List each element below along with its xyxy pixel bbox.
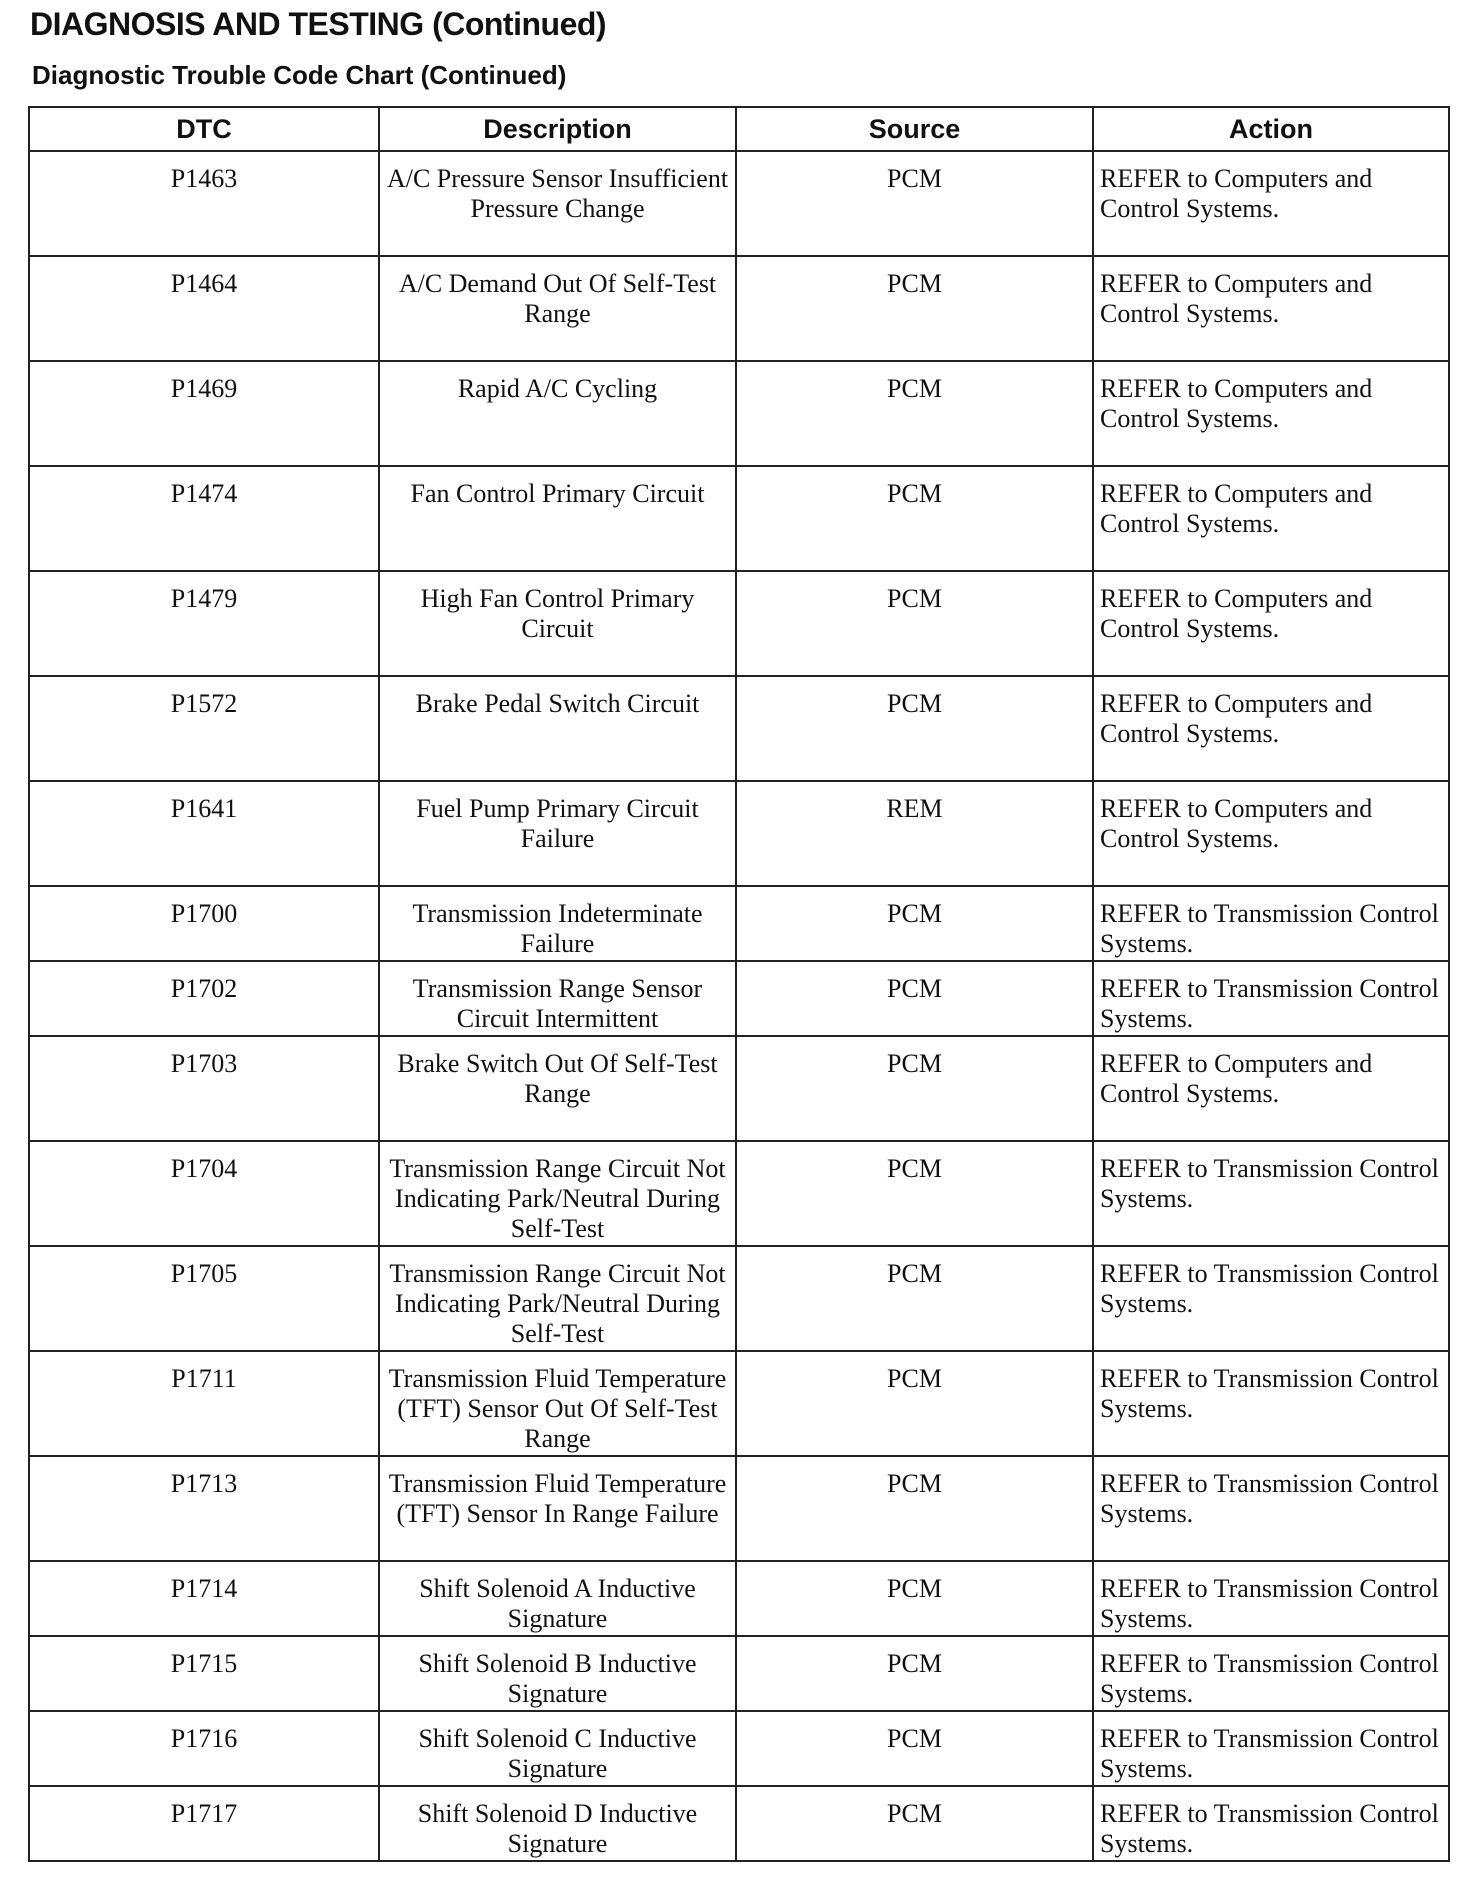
source-cell: PCM [736, 676, 1093, 781]
table-row [29, 1636, 1449, 1711]
dtc-cell: P1474 [29, 466, 379, 571]
description-cell: Shift Solenoid C Inductive Signature [379, 1711, 736, 1786]
action-cell: REFER to Computers and Control Systems. [1093, 466, 1449, 571]
description-cell: Brake Switch Out Of Self-Test Range [379, 1036, 736, 1141]
table-row [29, 1036, 1449, 1141]
action-cell: REFER to Transmission Control Systems. [1093, 1246, 1449, 1351]
source-cell: PCM [736, 1561, 1093, 1636]
page-title: DIAGNOSIS AND TESTING (Continued) [30, 6, 607, 42]
description-cell: Transmission Range Sensor Circuit Intermittent [379, 961, 736, 1036]
source-cell: PCM [736, 151, 1093, 256]
dtc-cell: P1464 [29, 256, 379, 361]
table-row [29, 1351, 1449, 1456]
description-cell: Fuel Pump Primary Circuit Failure [379, 781, 736, 886]
description-cell: Brake Pedal Switch Circuit [379, 676, 736, 781]
source-cell: PCM [736, 961, 1093, 1036]
description-cell: A/C Demand Out Of Self-Test Range [379, 256, 736, 361]
action-cell: REFER to Transmission Control Systems. [1093, 1786, 1449, 1861]
dtc-cell: P1716 [29, 1711, 379, 1786]
description-cell: Fan Control Primary Circuit [379, 466, 736, 571]
dtc-cell: P1463 [29, 151, 379, 256]
table-row [29, 1561, 1449, 1636]
description-cell: Shift Solenoid A Inductive Signature [379, 1561, 736, 1636]
dtc-table [28, 106, 1450, 1862]
table-row [29, 571, 1449, 676]
source-cell: PCM [736, 466, 1093, 571]
column-header-description: Description [379, 107, 736, 151]
dtc-cell: P1713 [29, 1456, 379, 1561]
source-cell: PCM [736, 886, 1093, 961]
source-cell: PCM [736, 361, 1093, 466]
table-row [29, 1141, 1449, 1246]
description-cell: Transmission Fluid Temperature (TFT) Sensor Out Of Self-Test Range [379, 1351, 736, 1456]
table-row [29, 361, 1449, 466]
table-row [29, 466, 1449, 571]
description-cell: High Fan Control Primary Circuit [379, 571, 736, 676]
action-cell: REFER to Computers and Control Systems. [1093, 361, 1449, 466]
dtc-cell: P1700 [29, 886, 379, 961]
table-row [29, 1786, 1449, 1861]
dtc-cell: P1717 [29, 1786, 379, 1861]
source-cell: PCM [736, 1636, 1093, 1711]
source-cell: PCM [736, 1351, 1093, 1456]
description-cell: Shift Solenoid D Inductive Signature [379, 1786, 736, 1861]
description-cell: Transmission Fluid Temperature (TFT) Sensor In Range Failure [379, 1456, 736, 1561]
column-header-source: Source [736, 107, 1093, 151]
source-cell: PCM [736, 1456, 1093, 1561]
dtc-cell: P1469 [29, 361, 379, 466]
table-row [29, 1711, 1449, 1786]
source-cell: PCM [736, 1246, 1093, 1351]
action-cell: REFER to Transmission Control Systems. [1093, 1456, 1449, 1561]
action-cell: REFER to Computers and Control Systems. [1093, 676, 1449, 781]
table-row [29, 781, 1449, 886]
action-cell: REFER to Computers and Control Systems. [1093, 256, 1449, 361]
description-cell: Shift Solenoid B Inductive Signature [379, 1636, 736, 1711]
dtc-cell: P1703 [29, 1036, 379, 1141]
table-header-row [29, 107, 1449, 151]
dtc-cell: P1714 [29, 1561, 379, 1636]
table-row [29, 1456, 1449, 1561]
dtc-cell: P1572 [29, 676, 379, 781]
description-cell: Transmission Range Circuit Not Indicating Park/Neutral During Self-Test [379, 1246, 736, 1351]
column-header-dtc: DTC [29, 107, 379, 151]
description-cell: Transmission Indeterminate Failure [379, 886, 736, 961]
action-cell: REFER to Computers and Control Systems. [1093, 571, 1449, 676]
dtc-cell: P1705 [29, 1246, 379, 1351]
description-cell: A/C Pressure Sensor Insufficient Pressure Change [379, 151, 736, 256]
dtc-cell: P1479 [29, 571, 379, 676]
dtc-cell: P1704 [29, 1141, 379, 1246]
action-cell: REFER to Transmission Control Systems. [1093, 1711, 1449, 1786]
action-cell: REFER to Transmission Control Systems. [1093, 961, 1449, 1036]
dtc-cell: P1711 [29, 1351, 379, 1456]
action-cell: REFER to Computers and Control Systems. [1093, 1036, 1449, 1141]
table-row [29, 676, 1449, 781]
description-cell: Rapid A/C Cycling [379, 361, 736, 466]
dtc-cell: P1715 [29, 1636, 379, 1711]
table-row [29, 886, 1449, 961]
source-cell: PCM [736, 1141, 1093, 1246]
source-cell: PCM [736, 1786, 1093, 1861]
action-cell: REFER to Computers and Control Systems. [1093, 151, 1449, 256]
source-cell: PCM [736, 256, 1093, 361]
action-cell: REFER to Transmission Control Systems. [1093, 1141, 1449, 1246]
action-cell: REFER to Transmission Control Systems. [1093, 1351, 1449, 1456]
source-cell: REM [736, 781, 1093, 886]
action-cell: REFER to Computers and Control Systems. [1093, 781, 1449, 886]
table-row [29, 961, 1449, 1036]
table-row [29, 256, 1449, 361]
table-row [29, 1246, 1449, 1351]
source-cell: PCM [736, 1711, 1093, 1786]
action-cell: REFER to Transmission Control Systems. [1093, 1636, 1449, 1711]
source-cell: PCM [736, 1036, 1093, 1141]
source-cell: PCM [736, 571, 1093, 676]
column-header-action: Action [1093, 107, 1449, 151]
action-cell: REFER to Transmission Control Systems. [1093, 1561, 1449, 1636]
action-cell: REFER to Transmission Control Systems. [1093, 886, 1449, 961]
dtc-cell: P1641 [29, 781, 379, 886]
description-cell: Transmission Range Circuit Not Indicating Park/Neutral During Self-Test [379, 1141, 736, 1246]
chart-subtitle: Diagnostic Trouble Code Chart (Continued) [32, 60, 567, 90]
table-row [29, 151, 1449, 256]
dtc-cell: P1702 [29, 961, 379, 1036]
